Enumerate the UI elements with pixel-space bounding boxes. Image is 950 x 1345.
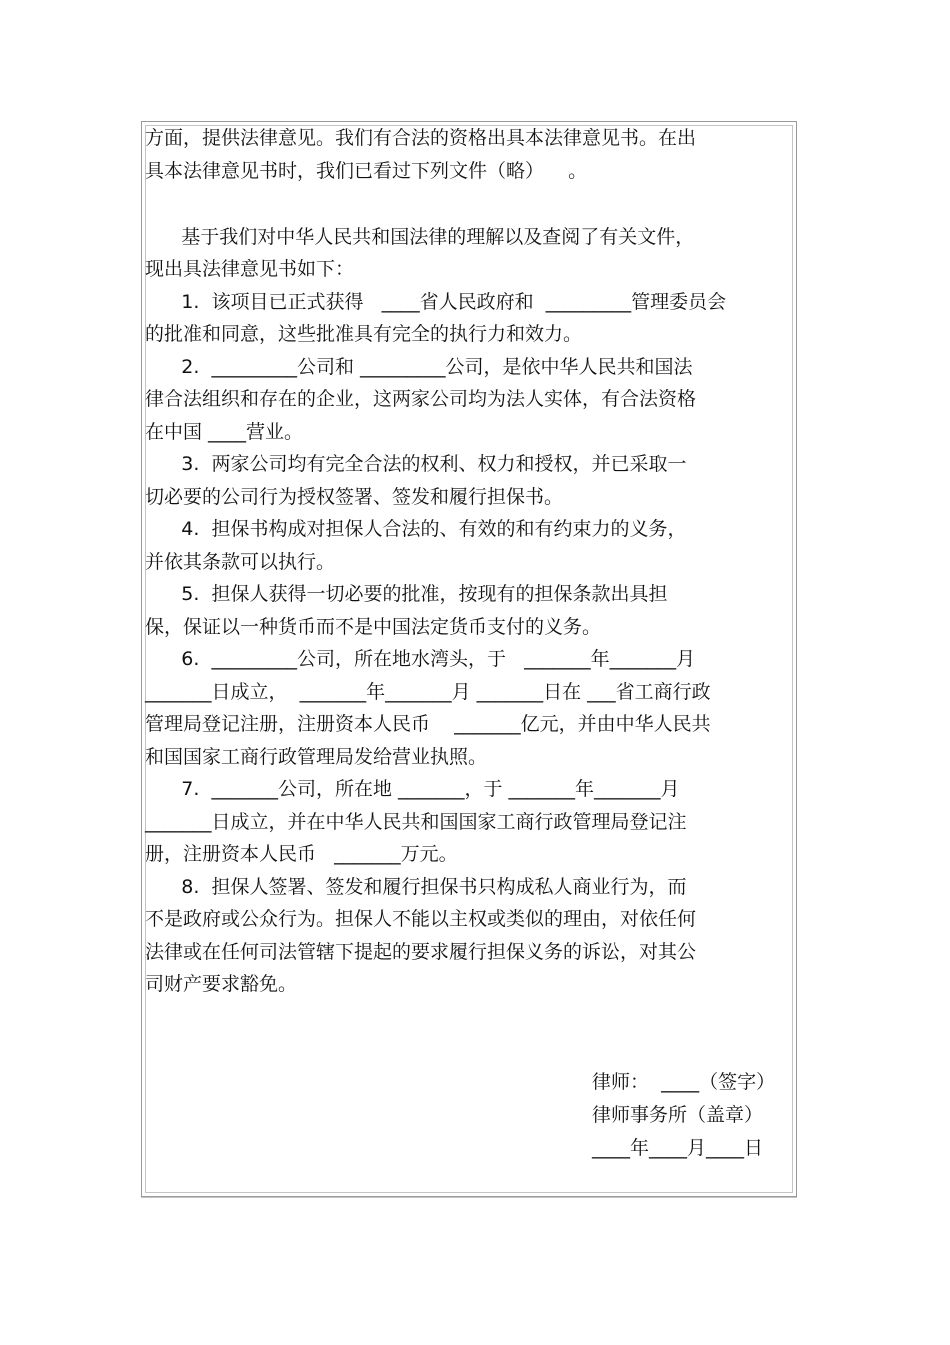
basis-line-1: 基于我们对中华人民共和国法律的理解以及查阅了有关文件，: [145, 226, 695, 248]
item-1-line-1: 1. 该项目已正式获得 ____省人民政府和 _________管理委员会: [145, 291, 727, 313]
law-firm-seal-line: 律师事务所（盖章）: [592, 1104, 764, 1126]
intro-line-1: 方面，提供法律意见。我们有合法的资格出具本法律意见书。在出: [145, 127, 697, 149]
basis-line-2: 现出具法律意见书如下：: [145, 258, 355, 280]
item-7-line-2: _______日成立，并在中华人民共和国国家工商行政管理局登记注: [145, 811, 687, 833]
item-3-line-2: 切必要的公司行为授权签署、签发和履行担保书。: [145, 486, 564, 508]
document-body: [145, 124, 793, 1024]
item-5-line-2: 保，保证以一种货币而不是中国法定货币支付的义务。: [145, 616, 602, 638]
item-1-line-2: 的批准和同意，这些批准具有完全的执行力和效力。: [145, 323, 583, 345]
item-6-line-4: 和国国家工商行政管理局发给营业执照。: [145, 746, 488, 768]
item-8-line-4: 司财产要求豁免。: [145, 973, 298, 995]
bottom-rule: [141, 1197, 797, 1198]
item-6-line-2: _______日成立， _______年_______月 _______日在 ___省工商行政: [145, 681, 711, 703]
item-3-line-1: 3. 两家公司均有完全合法的权利、权力和授权，并已采取一: [145, 453, 687, 475]
item-7-line-1: 7. _______公司，所在地 _______，于 _______年_______月: [145, 778, 680, 800]
item-2-line-3: 在中国 ____营业。: [145, 421, 304, 443]
signature-date-line: ____年____月____日: [592, 1137, 764, 1159]
item-8-line-2: 不是政府或公众行为。担保人不能以主权或类似的理由，对依任何: [145, 908, 697, 930]
signature-block: [592, 1068, 792, 1168]
item-7-line-3: 册，注册资本人民币 _______万元。: [145, 843, 458, 865]
item-5-line-1: 5. 担保人获得一切必要的批准，按现有的担保条款出具担: [145, 583, 668, 605]
item-8-line-3: 法律或在任何司法管辖下提起的要求履行担保义务的诉讼，对其公: [145, 941, 697, 963]
intro-line-2: 具本法律意见书时，我们已看过下列文件（略） 。: [145, 160, 588, 182]
item-6-line-1: 6. _________公司，所在地水湾头，于 _______年_______月: [145, 648, 696, 670]
item-2-line-2: 律合法组织和存在的企业，这两家公司均为法人实体，有合法资格: [145, 388, 697, 410]
item-4-line-1: 4. 担保书构成对担保人合法的、有效的和有约束力的义务，: [145, 518, 687, 540]
item-2-line-1: 2. _________公司和 _________公司，是依中华人民共和国法: [145, 356, 693, 378]
item-6-line-3: 管理局登记注册，注册资本人民币 _______亿元，并由中华人民共: [145, 713, 711, 735]
lawyer-signature-line: 律师： ____（签字）: [592, 1071, 776, 1093]
item-8-line-1: 8. 担保人签署、签发和履行担保书只构成私人商业行为，而: [145, 876, 687, 898]
item-4-line-2: 并依其条款可以执行。: [145, 551, 336, 573]
